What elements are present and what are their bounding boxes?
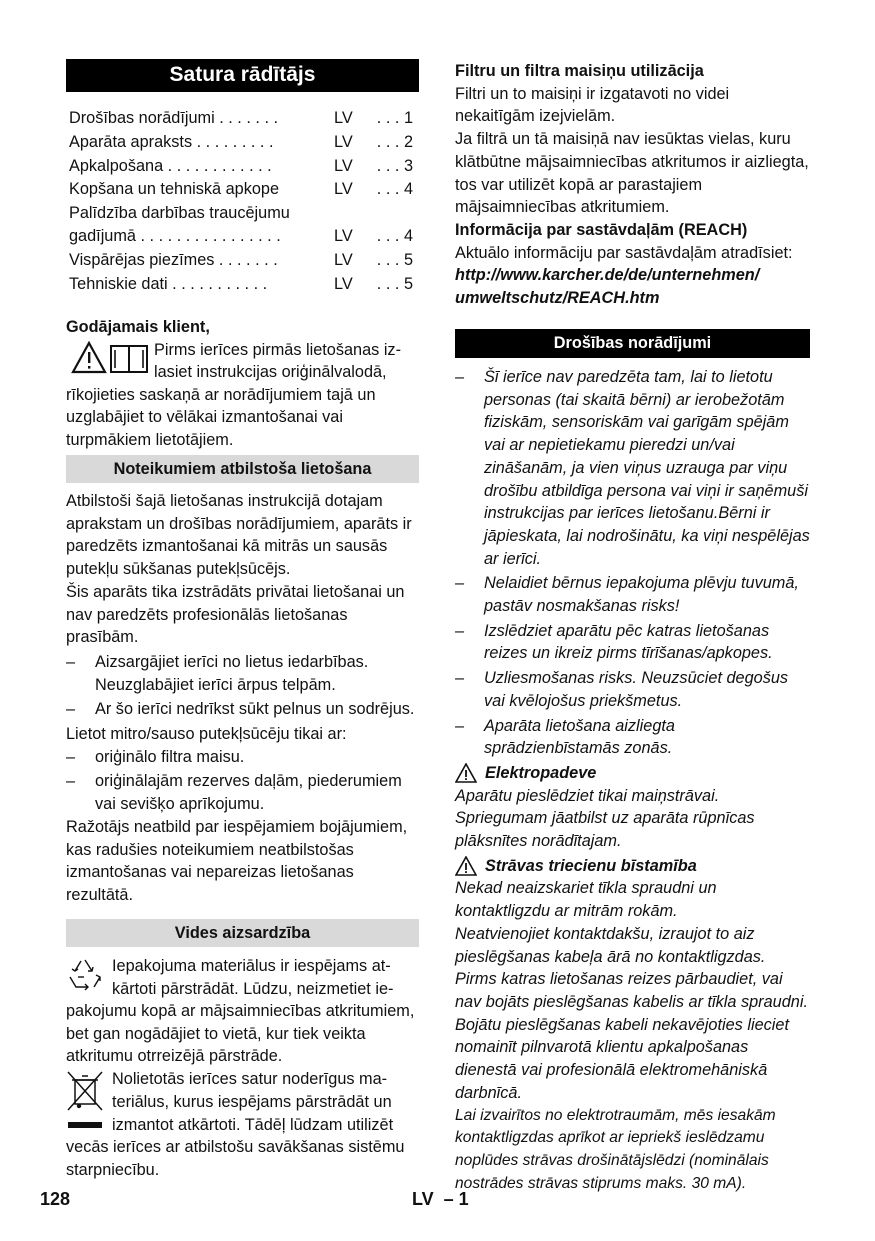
filter-paragraph: Ja filtrā un tā maisiņā nav iesūktas vielas, kuru klātbūtne mājsaimniecības atkritumos ir aizliegta, tos var utilizēt kopā ar parastajiem mājsaimniecības atkritumiem. [455,130,809,217]
shock-paragraph: Nekad neaizskariet tīkla spraudni un kontaktligzdu ar mitrām rokām. [455,879,717,921]
toc-entry-lang: LV [334,156,353,175]
toc-entry-lang: LV [334,109,353,127]
toc-entry-page: . . . 1 [376,109,413,127]
reach-heading: Informācija par sastāvdaļām (REACH) [455,220,748,239]
toc-entry-label: Tehniskie dati . . . . . . . . . . . [69,274,268,293]
toc-entry-page: . . . 5 [376,251,413,270]
power-text: Aparātu pieslēdziet tikai maiņstrāvai. Spriegumam jāatbilst uz aparāta rūpnīcas plāksnītes norādītajam. [455,786,755,851]
intro-line-2: lasiet instrukcijas oriģinālvalodā, [154,363,387,382]
shock-paragraph: Pirms katras lietošanas reizes pārbaudiet, vai nav bojāts pieslēgšanas kabelis ar tīkla spraudni. Bojātu pieslēgšanas kabeli nekavējoties lieciet nomainīt pilnvarotā klientu apkalpošanas dienestā vai profesionālā elektromehāniskā darbnīcā. [455,970,808,1102]
safety-section [455,366,811,1195]
usage-paragraph: Šis aparāts tika izstrādāts privātai lietošanai un nav paredzēts profesionālās lietošanas prasībām. [66,582,405,647]
weee-line-2: teriālus, kurus iespējams pārstrādāt un [112,1092,392,1111]
weee-text: vecās ierīces ar atbilstošu savākšanas sistēmu starpniecību. [66,1138,405,1179]
power-heading: Elektropadeve [485,763,597,782]
toc-entry-page: . . . 4 [376,180,413,199]
recycle-line-2: kārtoti pārstrādāt. Lūdzu, neizmetiet ie- [112,979,394,998]
shock-heading: Strāvas triecienu bīstamība [485,856,697,875]
toc-entry[interactable] [69,131,417,155]
environment-section [66,955,420,1182]
table-of-contents [69,107,417,297]
toc-entry-lang: LV [334,132,353,151]
warning-icon [455,856,477,883]
safety-list-item: – Uzliesmošanas risks. Neuzsūciet degošus vai kvēlojošus priekšmetus. [455,667,811,712]
toc-entry-page: . . . 4 [376,227,413,246]
toc-entry-label: Kopšana un tehniskā apkope [69,180,280,199]
usage-paragraph: Atbilstoši šajā lietošanas instrukcijā dotajam aprakstam un drošības norādījumiem, aparāts ir paredzēts izmantošanai kā mitrās un sausās putekļu sūkšanas putekļsūcējs. [66,492,412,579]
toc-entry[interactable] [69,202,417,249]
recycle-icon [66,957,104,998]
toc-entry-label: Vispārējas piezīmes . . . . . . . [69,251,278,270]
toc-entry-label: Drošības norādījumi . . . . . . . [69,109,279,127]
usage-section [66,490,420,907]
filter-section [455,60,811,310]
safety-list-item: – Izslēdziet aparātu pēc katras lietošanas reizes un ikreiz pirms tīrīšanas/apkopes. [455,620,811,665]
crossed-bin-icon [66,1070,104,1139]
safety-list-item: – Nelaidiet bērnus iepakojuma plēvju tuvumā, pastāv nosmakšanas risks! [455,572,811,617]
power-heading-row [455,762,811,785]
language-page-label: LV – 1 [412,1189,469,1209]
toc-entry[interactable] [69,107,417,131]
recycle-line-1: Iepakojuma materiālus ir iespējams at- [112,957,391,975]
toc-title: Satura rādītājs [66,59,419,92]
intro-line-1: Pirms ierīces pirmās lietošanas iz- [154,340,401,359]
weee-line-3: izmantot atkārtoti. Tādēļ lūdzam utilizēt [112,1115,394,1134]
usage-heading: Noteikumiem atbilstoša lietošana [66,455,419,483]
intro-text: rīkojieties saskaņā ar norādījumiem tajā un uzglabājiet to vēlākai izmantošanai vai turpmākiem lietotājiem. [66,385,376,450]
usage-list-item: – oriģinālajām rezerves daļām, piederumiem vai sevišķo aprīkojumu. [66,770,420,815]
toc-entry[interactable] [69,273,417,297]
filter-paragraph: Filtri un to maisiņi ir izgatavoti no videi nekaitīgām izejvielām. [455,84,730,126]
usage-paragraph: Ražotājs neatbild par iespējamiem bojājumiem, kas radušies noteikumiem neatbilstošas izmantošanas vai nepareizas lietošanas rezultātā. [66,817,408,904]
toc-entry-label-continued: gadījumā . . . . . . . . . . . . . . . . [69,227,281,246]
intro-section [66,316,419,452]
safety-list-item: – Šī ierīce nav paredzēta tam, lai to lietotu personas (tai skaitā bērni) ar ierobežotām fiziskām, sensoriskām vai garīgām spējām vai ar nepietiekamu pieredzi un/vai zināšanām, ja vien viņus uzrauga par viņu drošību atbildīga persona vai viņi ir saņēmuši instrukcijas par ierīces lietošanu.Bērni ir jāpieskata, lai nodrošinātu, ka viņi nespēlējas ar ierīci. [455,366,811,570]
toc-entry-lang: LV [334,227,353,246]
usage-list-item: – Ar šo ierīci nedrīkst sūkt pelnus un sodrējus. [66,698,420,721]
toc-entry-page: . . . 2 [376,132,413,151]
reach-link-continued[interactable]: umweltschutz/REACH.htm [455,289,660,308]
warning-icon [455,763,477,790]
shock-paragraph: Neatvienojiet kontaktdakšu, izraujot to aiz pieslēgšanas kabeļa ārā no kontaktligzdas. [455,924,766,966]
environment-heading: Vides aizsardzība [66,919,419,947]
shock-paragraph: Lai izvairītos no elektrotraumām, mēs iesakām kontaktligzdas aprīkot ar iepriekš ieslēdzamu noplūdes strāvas drošinātājslēdzi (nominālais nostrādes strāvas stiprums maks. 30 mA). [455,1106,776,1192]
usage-paragraph: Lietot mitro/sauso putekļsūcēju tikai ar: [66,725,347,744]
usage-list-item: – Aizsargājiet ierīci no lietus iedarbības. Neuzglabājiet ierīci ārpus telpām. [66,651,420,696]
warning-manual-icon [71,341,151,382]
toc-entry-label: Palīdzība darbības traucējumu [69,204,290,223]
reach-link[interactable]: http://www.karcher.de/de/unternehmen/ [455,266,760,285]
shock-heading-row [455,855,811,878]
toc-entry[interactable] [69,249,417,273]
toc-entry[interactable] [69,155,417,179]
intro-heading: Godājamais klient, [66,318,210,336]
reach-text: Aktuālo informāciju par sastāvdaļām atradīsiet: [455,243,793,262]
toc-entry[interactable] [69,178,417,202]
toc-entry-label: Aparāta apraksts . . . . . . . . . [69,132,274,151]
weee-line-1: Nolietotās ierīces satur noderīgus ma- [112,1070,388,1089]
toc-entry-label: Apkalpošana . . . . . . . . . . . . [69,156,272,175]
page-number: 128 [40,1189,71,1209]
toc-entry-page: . . . 5 [376,274,413,293]
safety-list-item: – Aparāta lietošana aizliegta sprādzienbīstamās zonās. [455,715,811,760]
usage-list-item: – oriģinālo filtra maisu. [66,746,420,769]
toc-entry-page: . . . 3 [376,156,413,175]
safety-heading: Drošības norādījumi [455,329,810,358]
toc-entry-lang: LV [334,180,353,199]
toc-entry-lang: LV [334,274,353,293]
recycle-text: pakojumu kopā ar mājsaimniecības atkritumiem, bet gan nogādājiet to vietā, kur tiek veikta atkritumu otrreizējā pārstrāde. [66,1002,415,1066]
toc-entry-lang: LV [334,251,353,270]
filter-heading: Filtru un filtra maisiņu utilizācija [455,62,704,80]
